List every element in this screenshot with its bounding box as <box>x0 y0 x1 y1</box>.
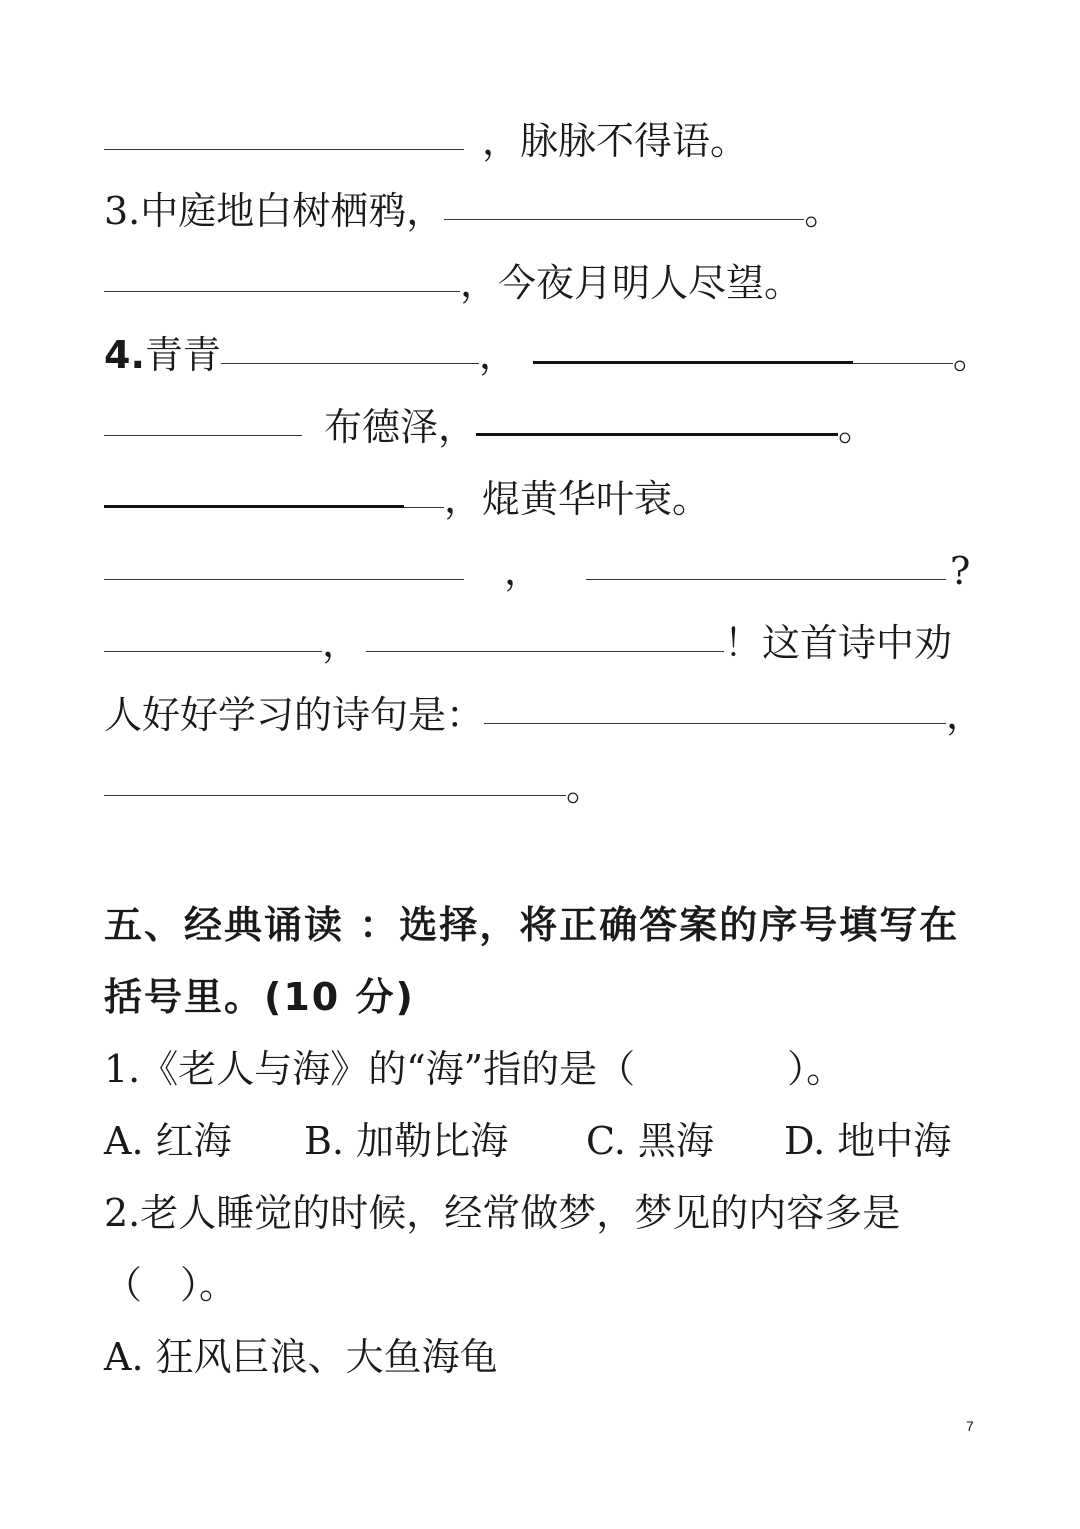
poem-line-3 <box>104 246 802 306</box>
answer-blank[interactable] <box>221 361 479 364</box>
answer-blank[interactable] <box>104 503 404 508</box>
option-d[interactable]: D. 地中海 <box>784 1119 952 1163</box>
option-a[interactable]: A. 狂风巨浪、大鱼海龟 <box>104 1335 498 1379</box>
answer-blank[interactable] <box>104 577 464 580</box>
question-2-cont <box>104 1248 237 1308</box>
option-a[interactable]: A. 红海 <box>104 1119 232 1163</box>
question-number: 4. <box>104 333 145 377</box>
poem-line-4 <box>104 318 991 378</box>
answer-blank[interactable] <box>444 217 804 220</box>
poem-text: 3.中庭地白树栖鸦， <box>104 189 445 233</box>
answer-blank[interactable] <box>104 433 302 436</box>
page-number: 7 <box>966 1418 974 1434</box>
poem-line-1 <box>104 104 748 164</box>
answer-blank[interactable] <box>366 649 724 652</box>
option-c[interactable]: C. 黑海 <box>586 1119 714 1163</box>
poem-text: 布德泽， <box>324 405 477 449</box>
option-b[interactable]: B. 加勒比海 <box>304 1119 509 1163</box>
question-1 <box>104 1032 844 1092</box>
poem-text: 青青 <box>144 333 221 377</box>
question-2-option <box>104 1320 498 1380</box>
poem-text: ? <box>950 549 971 593</box>
poem-line-8 <box>104 606 952 666</box>
answer-blank[interactable] <box>404 505 444 508</box>
poem-text: 。 <box>838 405 877 449</box>
poem-text: ， <box>504 549 543 593</box>
answer-blank[interactable] <box>586 577 946 580</box>
poem-line-2 <box>104 174 842 234</box>
poem-line-9 <box>104 678 984 738</box>
poem-line-5 <box>104 390 876 450</box>
poem-text: 。 <box>804 189 843 233</box>
question-2 <box>104 1176 900 1236</box>
poem-text: 。 <box>952 333 991 377</box>
answer-blank[interactable] <box>476 431 838 436</box>
section-heading: 五、经典诵读 ：选择，将正确答案的序号填写在 <box>104 903 960 947</box>
question-text: 2.老人睡觉的时候，经常做梦，梦见的内容多是 <box>104 1191 901 1235</box>
answer-blank[interactable] <box>104 147 464 150</box>
poem-line-7 <box>104 534 970 594</box>
poem-text: 。 <box>566 765 605 809</box>
answer-blank[interactable] <box>853 361 953 364</box>
answer-blank[interactable] <box>104 289 460 292</box>
poem-text: ，焜黄华叶衰。 <box>444 477 711 521</box>
poem-text: 人好好学习的诗句是： <box>104 693 485 737</box>
poem-text: ，脉脉不得语。 <box>482 119 749 163</box>
poem-text: ， <box>478 333 517 377</box>
answer-blank[interactable] <box>533 359 853 364</box>
poem-line-10 <box>104 750 604 810</box>
poem-text: ， <box>946 693 985 737</box>
question-text: 1.《老人与海》的“海”指的是（ ）。 <box>104 1047 845 1091</box>
poem-text: ， <box>322 621 361 665</box>
poem-text: ！这首诗中劝 <box>724 621 953 665</box>
poem-line-6 <box>104 462 710 522</box>
section-heading-cont: 括号里。(10 分) <box>104 975 415 1019</box>
answer-blank[interactable] <box>104 649 322 652</box>
answer-parentheses[interactable]: （ ）。 <box>104 1263 238 1307</box>
question-1-options <box>104 1104 951 1164</box>
poem-text: ，今夜月明人尽望。 <box>460 261 803 305</box>
answer-blank[interactable] <box>104 793 566 796</box>
answer-blank[interactable] <box>484 721 946 724</box>
